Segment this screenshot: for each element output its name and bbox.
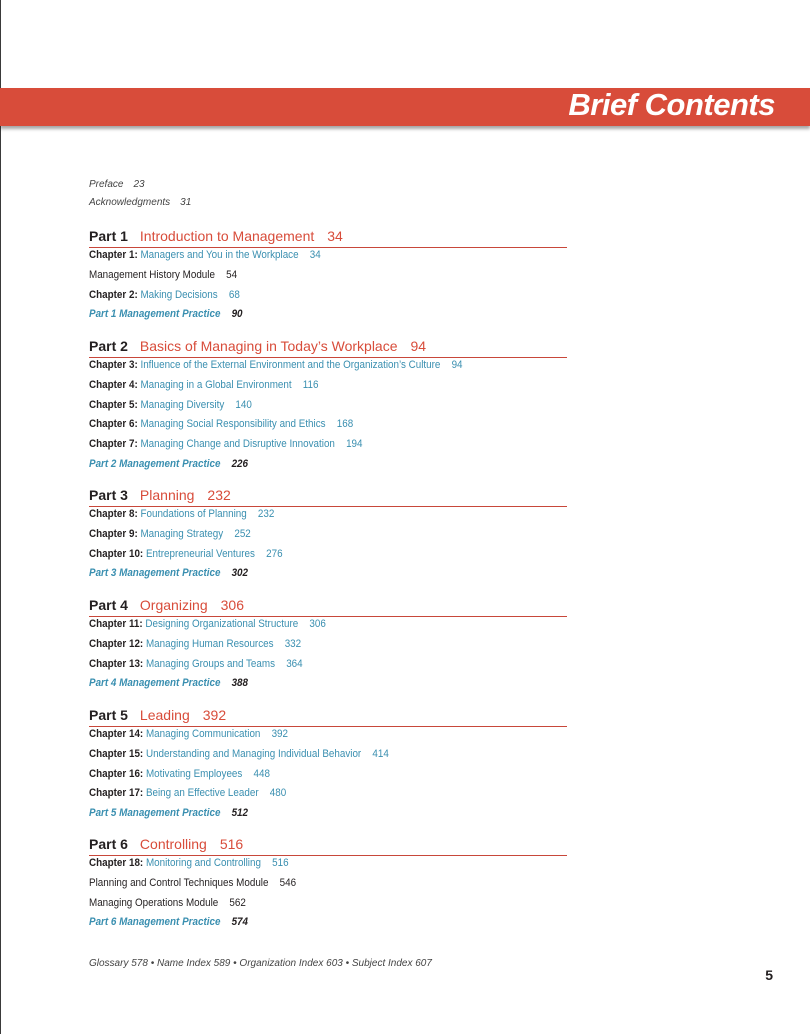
- entry-title: Managing Change and Disruptive Innovation: [140, 438, 335, 451]
- chapter-entry[interactable]: [89, 787, 286, 799]
- entry-page: 480: [269, 787, 287, 800]
- practice-entry[interactable]: [89, 567, 248, 579]
- entry-title: Motivating Employees: [145, 767, 243, 780]
- chapter-entry[interactable]: [89, 289, 240, 301]
- part-label: Part 2: [89, 338, 128, 354]
- entry-title: Monitoring and Controlling: [145, 857, 261, 869]
- chapter-number: Chapter 13:: [89, 657, 144, 670]
- entry-title: Making Decisions: [140, 288, 218, 301]
- entry-title: Management History Module: [89, 268, 215, 281]
- front-matter-page: 31: [180, 197, 192, 208]
- chapter-number: Chapter 16:: [89, 767, 144, 780]
- chapter-number: Chapter 1:: [89, 249, 138, 261]
- part-label: Part 3: [89, 487, 128, 503]
- entry-title: Managers and You in the Workplace: [140, 249, 299, 261]
- practice-entry[interactable]: [89, 916, 248, 928]
- front-matter-page: 23: [133, 179, 145, 190]
- chapter-number: Chapter 15:: [89, 747, 144, 760]
- chapter-entry[interactable]: [89, 399, 252, 411]
- front-matter-preface[interactable]: [89, 179, 145, 190]
- entry-title: Managing Social Responsibility and Ethics: [140, 418, 326, 431]
- part-heading[interactable]: [89, 487, 567, 507]
- chapter-number: Chapter 9:: [89, 527, 138, 540]
- page-edge-line: [0, 0, 1, 1034]
- entry-title: Managing Operations Module: [89, 896, 219, 909]
- chapter-number: Chapter 4:: [89, 378, 138, 391]
- practice-entry[interactable]: [89, 807, 248, 819]
- entry-title: Managing Groups and Teams: [145, 657, 276, 670]
- part-label: Part 6: [89, 836, 128, 852]
- part-label: Part 1: [89, 228, 128, 244]
- entry-page: 392: [271, 728, 289, 740]
- part-heading[interactable]: [89, 836, 567, 856]
- entry-title: Managing Communication: [145, 728, 261, 740]
- entry-page: 414: [372, 747, 389, 760]
- entry-page: 302: [231, 567, 249, 580]
- front-matter-label: Acknowledgments: [89, 197, 171, 208]
- entry-title: Part 5 Management Practice: [89, 807, 221, 820]
- part-heading[interactable]: [89, 228, 567, 248]
- entry-page: 116: [302, 378, 319, 391]
- entry-title: Foundations of Planning: [140, 508, 247, 520]
- entry-page: 546: [279, 876, 297, 889]
- chapter-entry[interactable]: [89, 768, 270, 780]
- chapter-entry[interactable]: [89, 379, 319, 391]
- chapter-entry[interactable]: [89, 548, 283, 560]
- part-page: 232: [207, 487, 231, 503]
- front-matter-acknowledgments[interactable]: [89, 197, 191, 208]
- chapter-entry[interactable]: [89, 359, 463, 371]
- entry-title: Part 4 Management Practice: [89, 677, 221, 690]
- chapter-entry[interactable]: [89, 728, 288, 740]
- entry-title: Part 2 Management Practice: [89, 458, 221, 470]
- chapter-number: Chapter 14:: [89, 728, 144, 740]
- part-title: Controlling: [139, 836, 207, 852]
- part-heading[interactable]: [89, 707, 567, 727]
- chapter-entry[interactable]: [89, 528, 251, 540]
- entry-page: 168: [336, 418, 354, 431]
- chapter-entry[interactable]: [89, 508, 274, 520]
- chapter-number: Chapter 17:: [89, 787, 144, 800]
- entry-title: Part 3 Management Practice: [89, 567, 221, 580]
- chapter-number: Chapter 12:: [89, 637, 144, 650]
- entry-page: 94: [451, 359, 463, 371]
- front-matter-label: Preface: [89, 179, 124, 190]
- practice-entry[interactable]: [89, 308, 243, 320]
- entry-page: 512: [231, 807, 249, 820]
- entry-title: Influence of the External Environment and the Organization’s Culture: [140, 359, 441, 371]
- entry-title: Designing Organizational Structure: [145, 618, 299, 630]
- entry-title: Planning and Control Techniques Module: [89, 876, 269, 889]
- chapter-entry[interactable]: [89, 748, 389, 760]
- chapter-number: Chapter 18:: [89, 857, 144, 869]
- page-number: 5: [765, 967, 773, 983]
- chapter-entry[interactable]: [89, 418, 353, 430]
- chapter-number: Chapter 8:: [89, 508, 138, 520]
- chapter-number: Chapter 10:: [89, 547, 144, 560]
- chapter-entry[interactable]: [89, 658, 303, 670]
- part-heading[interactable]: [89, 338, 567, 358]
- chapter-entry[interactable]: [89, 857, 289, 869]
- module-entry[interactable]: [89, 269, 237, 281]
- part-label: Part 4: [89, 597, 128, 613]
- part-title: Leading: [139, 707, 190, 723]
- entry-title: Understanding and Managing Individual Behavior: [145, 747, 362, 760]
- chapter-number: Chapter 11:: [89, 618, 143, 630]
- module-entry[interactable]: [89, 877, 296, 889]
- entry-title: Managing Diversity: [140, 398, 225, 411]
- part-title: Basics of Managing in Today’s Workplace: [139, 338, 398, 354]
- part-page: 392: [202, 707, 227, 723]
- entry-page: 140: [235, 398, 252, 411]
- entry-title: Part 1 Management Practice: [89, 308, 221, 321]
- part-heading[interactable]: [89, 597, 567, 617]
- part-page: 306: [220, 597, 244, 613]
- practice-entry[interactable]: [89, 458, 248, 470]
- entry-title: Managing Strategy: [140, 527, 224, 540]
- module-entry[interactable]: [89, 897, 246, 909]
- entry-page: 194: [346, 438, 363, 451]
- entry-page: 90: [231, 308, 243, 321]
- title-banner: [0, 88, 810, 126]
- chapter-number: Chapter 2:: [89, 288, 138, 301]
- entry-page: 276: [266, 547, 283, 560]
- part-title: Organizing: [139, 597, 208, 613]
- chapter-number: Chapter 5:: [89, 398, 138, 411]
- chapter-entry[interactable]: [89, 638, 301, 650]
- chapter-number: Chapter 7:: [89, 438, 138, 451]
- entry-page: 364: [286, 657, 303, 670]
- entry-title: Managing in a Global Environment: [140, 378, 292, 391]
- chapter-entry[interactable]: [89, 438, 363, 450]
- entry-page: 68: [228, 288, 240, 301]
- part-page: 94: [410, 338, 427, 354]
- entry-page: 332: [284, 637, 302, 650]
- entry-page: 516: [272, 857, 289, 869]
- entry-page: 388: [231, 677, 249, 690]
- entry-page: 34: [309, 249, 321, 261]
- entry-page: 574: [231, 916, 249, 929]
- practice-entry[interactable]: [89, 677, 248, 689]
- chapter-entry[interactable]: [89, 249, 321, 261]
- entry-title: Being an Effective Leader: [145, 787, 259, 800]
- entry-page: 226: [231, 458, 249, 470]
- part-page: 516: [219, 836, 244, 852]
- entry-title: Part 6 Management Practice: [89, 916, 221, 929]
- entry-title: Managing Human Resources: [145, 637, 274, 650]
- entry-page: 448: [253, 767, 270, 780]
- entry-page: 54: [226, 268, 238, 281]
- entry-page: 232: [257, 508, 275, 520]
- chapter-number: Chapter 3:: [89, 359, 138, 371]
- part-title: Planning: [139, 487, 195, 503]
- page-title: Brief Contents: [568, 87, 775, 122]
- chapter-entry[interactable]: [89, 618, 326, 630]
- part-title: Introduction to Management: [139, 228, 315, 244]
- entry-title: Entrepreneurial Ventures: [145, 547, 255, 560]
- chapter-number: Chapter 6:: [89, 418, 138, 431]
- entry-page: 562: [229, 896, 246, 909]
- entry-page: 306: [309, 618, 326, 630]
- entry-page: 252: [234, 527, 251, 540]
- part-label: Part 5: [89, 707, 128, 723]
- part-page: 34: [327, 228, 343, 244]
- index-list: Glossary 578 • Name Index 589 • Organization Index 603 • Subject Index 607: [89, 958, 432, 969]
